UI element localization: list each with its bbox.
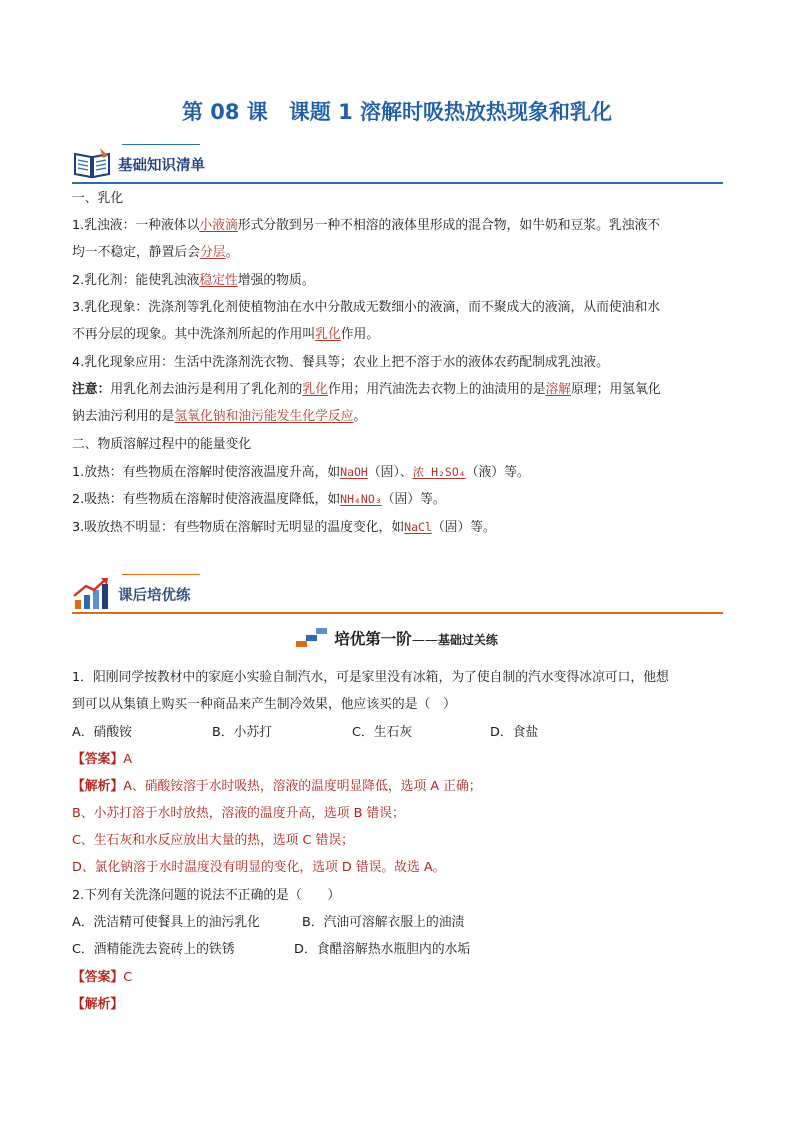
open-book-icon (72, 146, 112, 180)
note-line2: 钠去油污利用的是氢氧化钠和油污能发生化学反应。 (72, 409, 367, 424)
q2-explanation-label: 【解析】 (72, 997, 124, 1012)
para-endothermic: 2.吸热：有些物质在溶解时使溶液温度降低，如NH₄NO₃（固）等。 (72, 492, 446, 507)
answer-blank: NH₄NO₃ (340, 492, 382, 506)
answer-blank: 分层 (199, 245, 226, 260)
q2-option-d: D．食醋溶解热水瓶胆内的水垢 (294, 942, 471, 957)
answer-blank: 氢氧化钠和油污能发生化学反应 (174, 409, 354, 424)
q2-options-row2 (72, 941, 732, 959)
section-underline (72, 182, 723, 184)
heading-emulsion: 一、乳化 (72, 191, 124, 206)
answer-blank: 乳化 (315, 327, 341, 342)
answer-blank: 小液滴 (199, 218, 238, 233)
q1-option-b: B．小苏打 (212, 725, 272, 740)
q2-option-c: C．酒精能洗去瓷砖上的铁锈 (72, 942, 235, 957)
heading-energy: 二、物质溶解过程中的能量变化 (72, 437, 252, 452)
para-emulsion-line2: 均一不稳定，静置后会分层。 (72, 245, 239, 260)
para-neutral: 3.吸放热不明显：有些物质在溶解时无明显的温度变化，如NaCl（固）等。 (72, 520, 496, 535)
q1-options (72, 724, 732, 742)
para-exothermic: 1.放热：有些物质在溶解时使溶液温度升高，如NaOH（固）、浓 H₂SO₄（液）等。 (72, 465, 530, 480)
note-line1: 注意：用乳化剂去油污是利用了乳化剂的乳化作用；用汽油洗去衣物上的油渍用的是溶解原理；用氢氧化 (72, 382, 661, 397)
q1-stem-line1: 1．阳刚同学按教材中的家庭小实验自制汽水，可是家里没有冰箱，为了使自制的汽水变得冰凉可口，他想 (72, 670, 669, 685)
q2-option-a: A．洗洁精可使餐具上的油污乳化 (72, 915, 260, 930)
section-header-practice (72, 574, 723, 614)
q1-explanation-4: D、氯化钠溶于水时温度没有明显的变化，选项 D 错误。故选 A。 (72, 860, 446, 875)
para-emulsion-line1: 1.乳浊液：一种液体以小液滴形式分散到另一种不相溶的液体里形成的混合物，如牛奶和豆浆。乳浊液不 (72, 218, 661, 233)
q1-option-a: A．硝酸铵 (72, 725, 132, 740)
q1-explanation-3: C、生石灰和水反应放出大量的热，选项 C 错误； (72, 833, 354, 848)
section-title: 基础知识清单 (118, 158, 205, 174)
q1-stem-line2: 到可以从集镇上购买一种商品来产生制冷效果，他应该买的是（ ） (72, 697, 456, 712)
answer-blank: 溶解 (545, 382, 572, 397)
para-phenomenon-line1: 3.乳化现象：洗涤剂等乳化剂使植物油在水中分散成无数细小的液滴，而不聚成大的液滴，从而使油和水 (72, 300, 661, 315)
q2-option-b: B．汽油可溶解衣服上的油渍 (302, 915, 465, 930)
stairs-icon (296, 626, 328, 648)
q1-option-d: D．食盐 (490, 725, 539, 740)
q1-answer: 【答案】A (72, 752, 132, 767)
stage-heading: 培优第一阶——基础过关练 (0, 626, 794, 649)
q2-answer: 【答案】C (72, 970, 133, 985)
section-underline (72, 612, 723, 614)
para-phenomenon-line2: 不再分层的现象。其中洗涤剂所起的作用叫乳化作用。 (72, 327, 380, 342)
answer-blank: 浓 H₂SO₄ (412, 465, 466, 479)
answer-blank: NaCl (404, 520, 432, 534)
bar-chart-growth-icon (72, 576, 112, 610)
page-title: 第 08 课 课题 1 溶解时吸热放热现象和乳化 (181, 100, 613, 124)
answer-blank: 稳定性 (199, 273, 238, 288)
section-header-basics (72, 144, 723, 184)
q1-option-c: C．生石灰 (352, 725, 413, 740)
para-emulsifier: 2.乳化剂：能使乳浊液稳定性增强的物质。 (72, 273, 315, 288)
header-top-rule (122, 574, 200, 575)
section-title: 课后培优练 (118, 588, 191, 604)
q1-explanation-2: B、小苏打溶于水时放热，溶液的温度升高，选项 B 错误； (72, 806, 405, 821)
answer-blank: 乳化 (302, 382, 328, 397)
q1-explanation-1: 【解析】A、硝酸铵溶于水时吸热，溶液的温度明显降低，选项 A 正确； (72, 779, 482, 794)
q2-stem: 2.下列有关洗涤问题的说法不正确的是（ ） (72, 888, 341, 903)
header-top-rule (122, 144, 200, 145)
q2-options-row1 (72, 914, 732, 932)
para-application: 4.乳化现象应用：生活中洗涤剂洗衣物、餐具等；农业上把不溶于水的液体农药配制成乳浊液。 (72, 355, 609, 370)
answer-blank: NaOH (340, 465, 368, 479)
